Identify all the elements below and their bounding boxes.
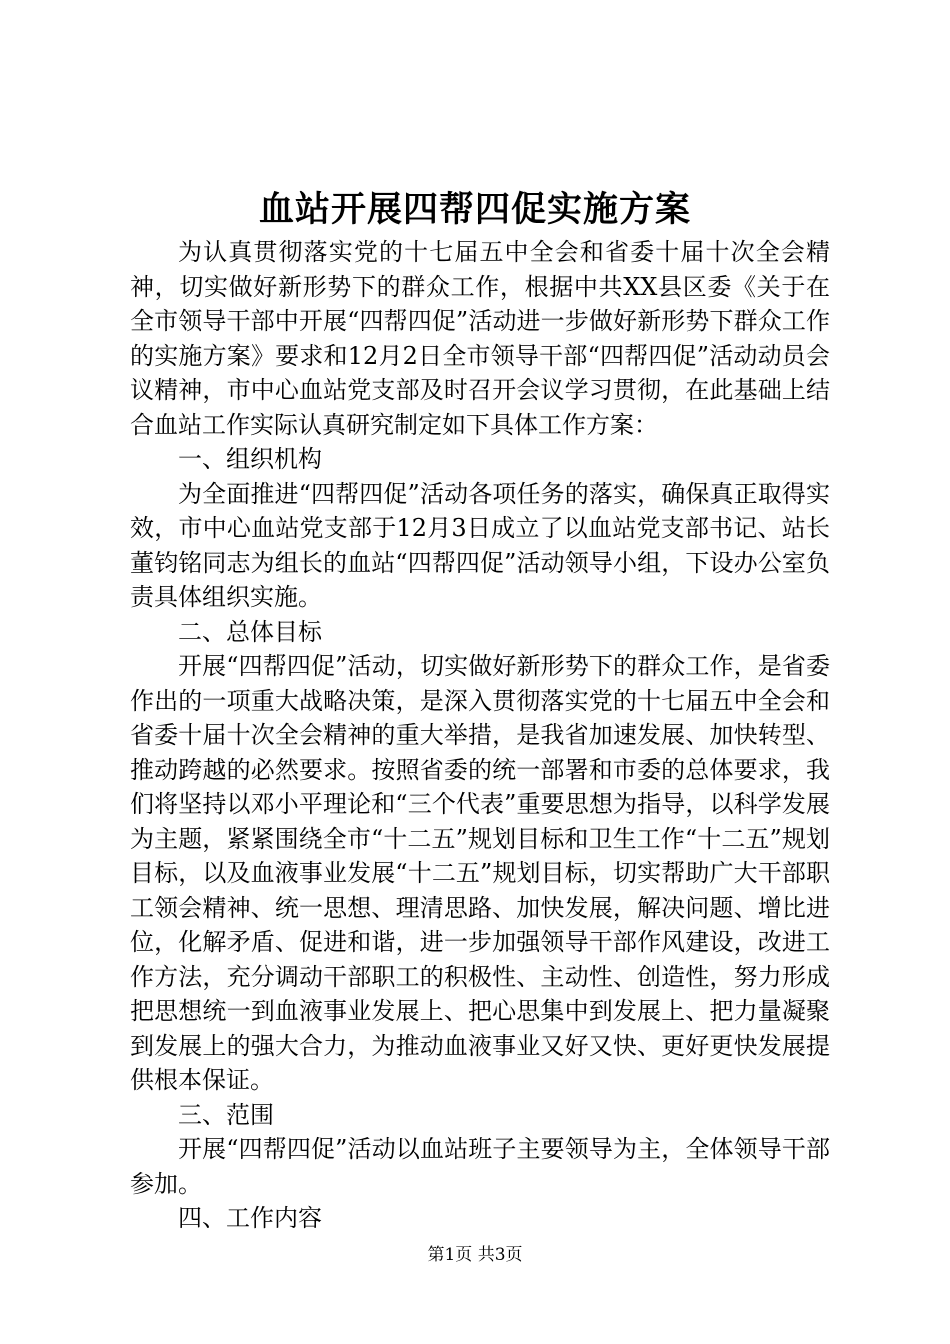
section-heading-scope: 三、范围	[178, 1100, 274, 1129]
organization-paragraph: 为全面推进“四帮四促”活动各项任务的落实，确保真正取得实效，市中心血站党支部于12月3日成立了以血站党支部书记、站长董钧铭同志为组长的血站“四帮四促”活动领导小组，下设办公室负责具体组织实施。	[130, 479, 830, 611]
goals-paragraph: 开展“四帮四促”活动，切实做好新形势下的群众工作，是省委作出的一项重大战略决策，是深入贯彻落实党的十七届五中全会和省委十届十次全会精神的重大举措，是我省加速发展、加快转型、推动跨越的必然要求。按照省委的统一部署和市委的总体要求，我们将坚持以邓小平理论和“三个代表”重要思想为指导，以科学发展为主题，紧紧围绕全市“十二五”规划目标和卫生工作“十二五”规划目标，以及血液事业发展“十二五”规划目标，切实帮助广大干部职工领会精神、统一思想、理清思路、加快发展，解决问题、增比进位，化解矛盾、促进和谐，进一步加强领导干部作风建设，改进工作方法，充分调动干部职工的积极性、主动性、创造性，努力形成把思想统一到血液事业发展上、把心思集中到发展上、把力量凝聚到发展上的强大合力，为推动血液事业又好又快、更好更快发展提供根本保证。	[130, 652, 830, 1094]
section-heading-work-content: 四、工作内容	[178, 1204, 322, 1232]
scope-paragraph: 开展“四帮四促”活动以血站班子主要领导为主，全体领导干部参加。	[130, 1135, 830, 1198]
section-heading-organization: 一、组织机构	[178, 445, 322, 473]
intro-paragraph: 为认真贯彻落实党的十七届五中全会和省委十届十次全会精神，切实做好新形势下的群众工作，根据中共XX县区委《关于在全市领导干部中开展“四帮四促”活动进一步做好新形势下群众工作的实施方案》要求和12月2日全市领导干部“四帮四促”活动动员会议精神，市中心血站党支部及时召开会议学习贯彻，在此基础上结合血站工作实际认真研究制定如下具体工作方案：	[130, 238, 830, 439]
document-body	[130, 235, 830, 1236]
document-title: 血站开展四帮四促实施方案	[258, 189, 691, 230]
page-number: 第1页 共3页	[427, 1245, 523, 1265]
section-heading-goals: 二、总体目标	[178, 617, 322, 646]
